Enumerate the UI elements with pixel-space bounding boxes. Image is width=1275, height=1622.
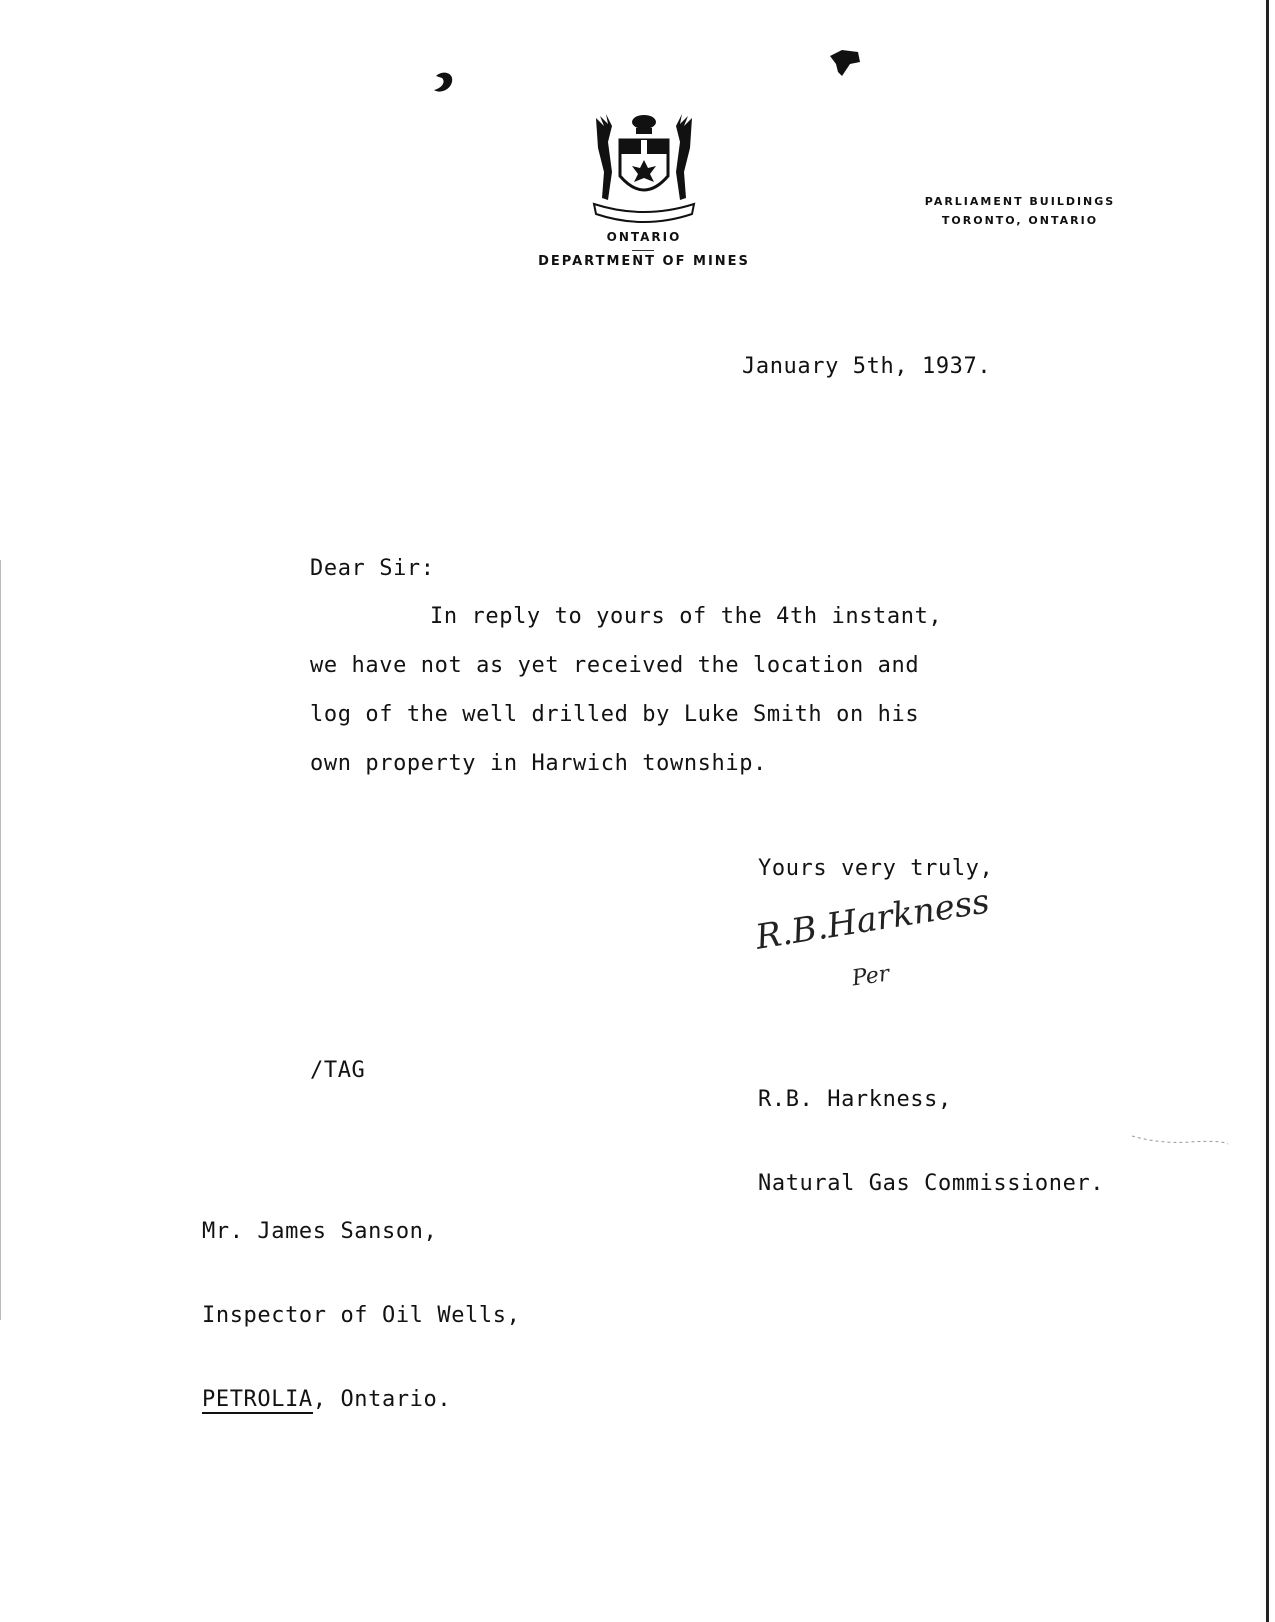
addressee-name: Mr. James Sanson, xyxy=(202,1219,438,1244)
letterhead-province: ONTARIO xyxy=(606,230,682,244)
typist-initials: /TAG xyxy=(310,1058,366,1083)
ontario-coat-of-arms xyxy=(588,112,700,230)
salutation: Dear Sir: xyxy=(310,556,435,581)
addressee-city-line xyxy=(202,1386,520,1414)
signer-title: Natural Gas Commissioner. xyxy=(758,1171,1105,1196)
address-line-2: TORONTO, ONTARIO xyxy=(941,214,1099,227)
signature-per: Per xyxy=(850,961,891,992)
addressee-province: , Ontario. xyxy=(312,1387,452,1412)
body-line: we have not as yet received the location and xyxy=(310,653,920,678)
letterhead-address xyxy=(900,192,1140,230)
handwritten-signature xyxy=(752,881,996,1000)
signer-name: R.B. Harkness, xyxy=(758,1087,952,1112)
address-line-1: PARLIAMENT BUILDINGS xyxy=(924,195,1116,208)
scan-edge-right xyxy=(1266,0,1269,1622)
stray-pen-mark xyxy=(1130,1134,1230,1148)
ink-blot-mark xyxy=(828,48,862,78)
letter-date: January 5th, 1937. xyxy=(742,354,992,379)
body-line: own property in Harwich township. xyxy=(310,751,767,776)
signature-script: R.B.Harkness xyxy=(752,881,993,958)
addressee-block xyxy=(202,1162,520,1470)
body-line: In reply to yours of the 4th instant, xyxy=(430,604,943,629)
scan-edge-left xyxy=(0,560,1,1320)
complimentary-close: Yours very truly, xyxy=(758,856,994,881)
addressee-title: Inspector of Oil Wells, xyxy=(202,1303,521,1328)
ink-blot-mark xyxy=(432,70,458,96)
signer-block xyxy=(758,1030,1104,1254)
letterhead-department: DEPARTMENT OF MINES xyxy=(538,254,750,269)
body-line: log of the well drilled by Luke Smith on his xyxy=(310,702,920,727)
letterhead-rule xyxy=(632,250,654,251)
addressee-city: PETROLIA xyxy=(202,1387,313,1412)
